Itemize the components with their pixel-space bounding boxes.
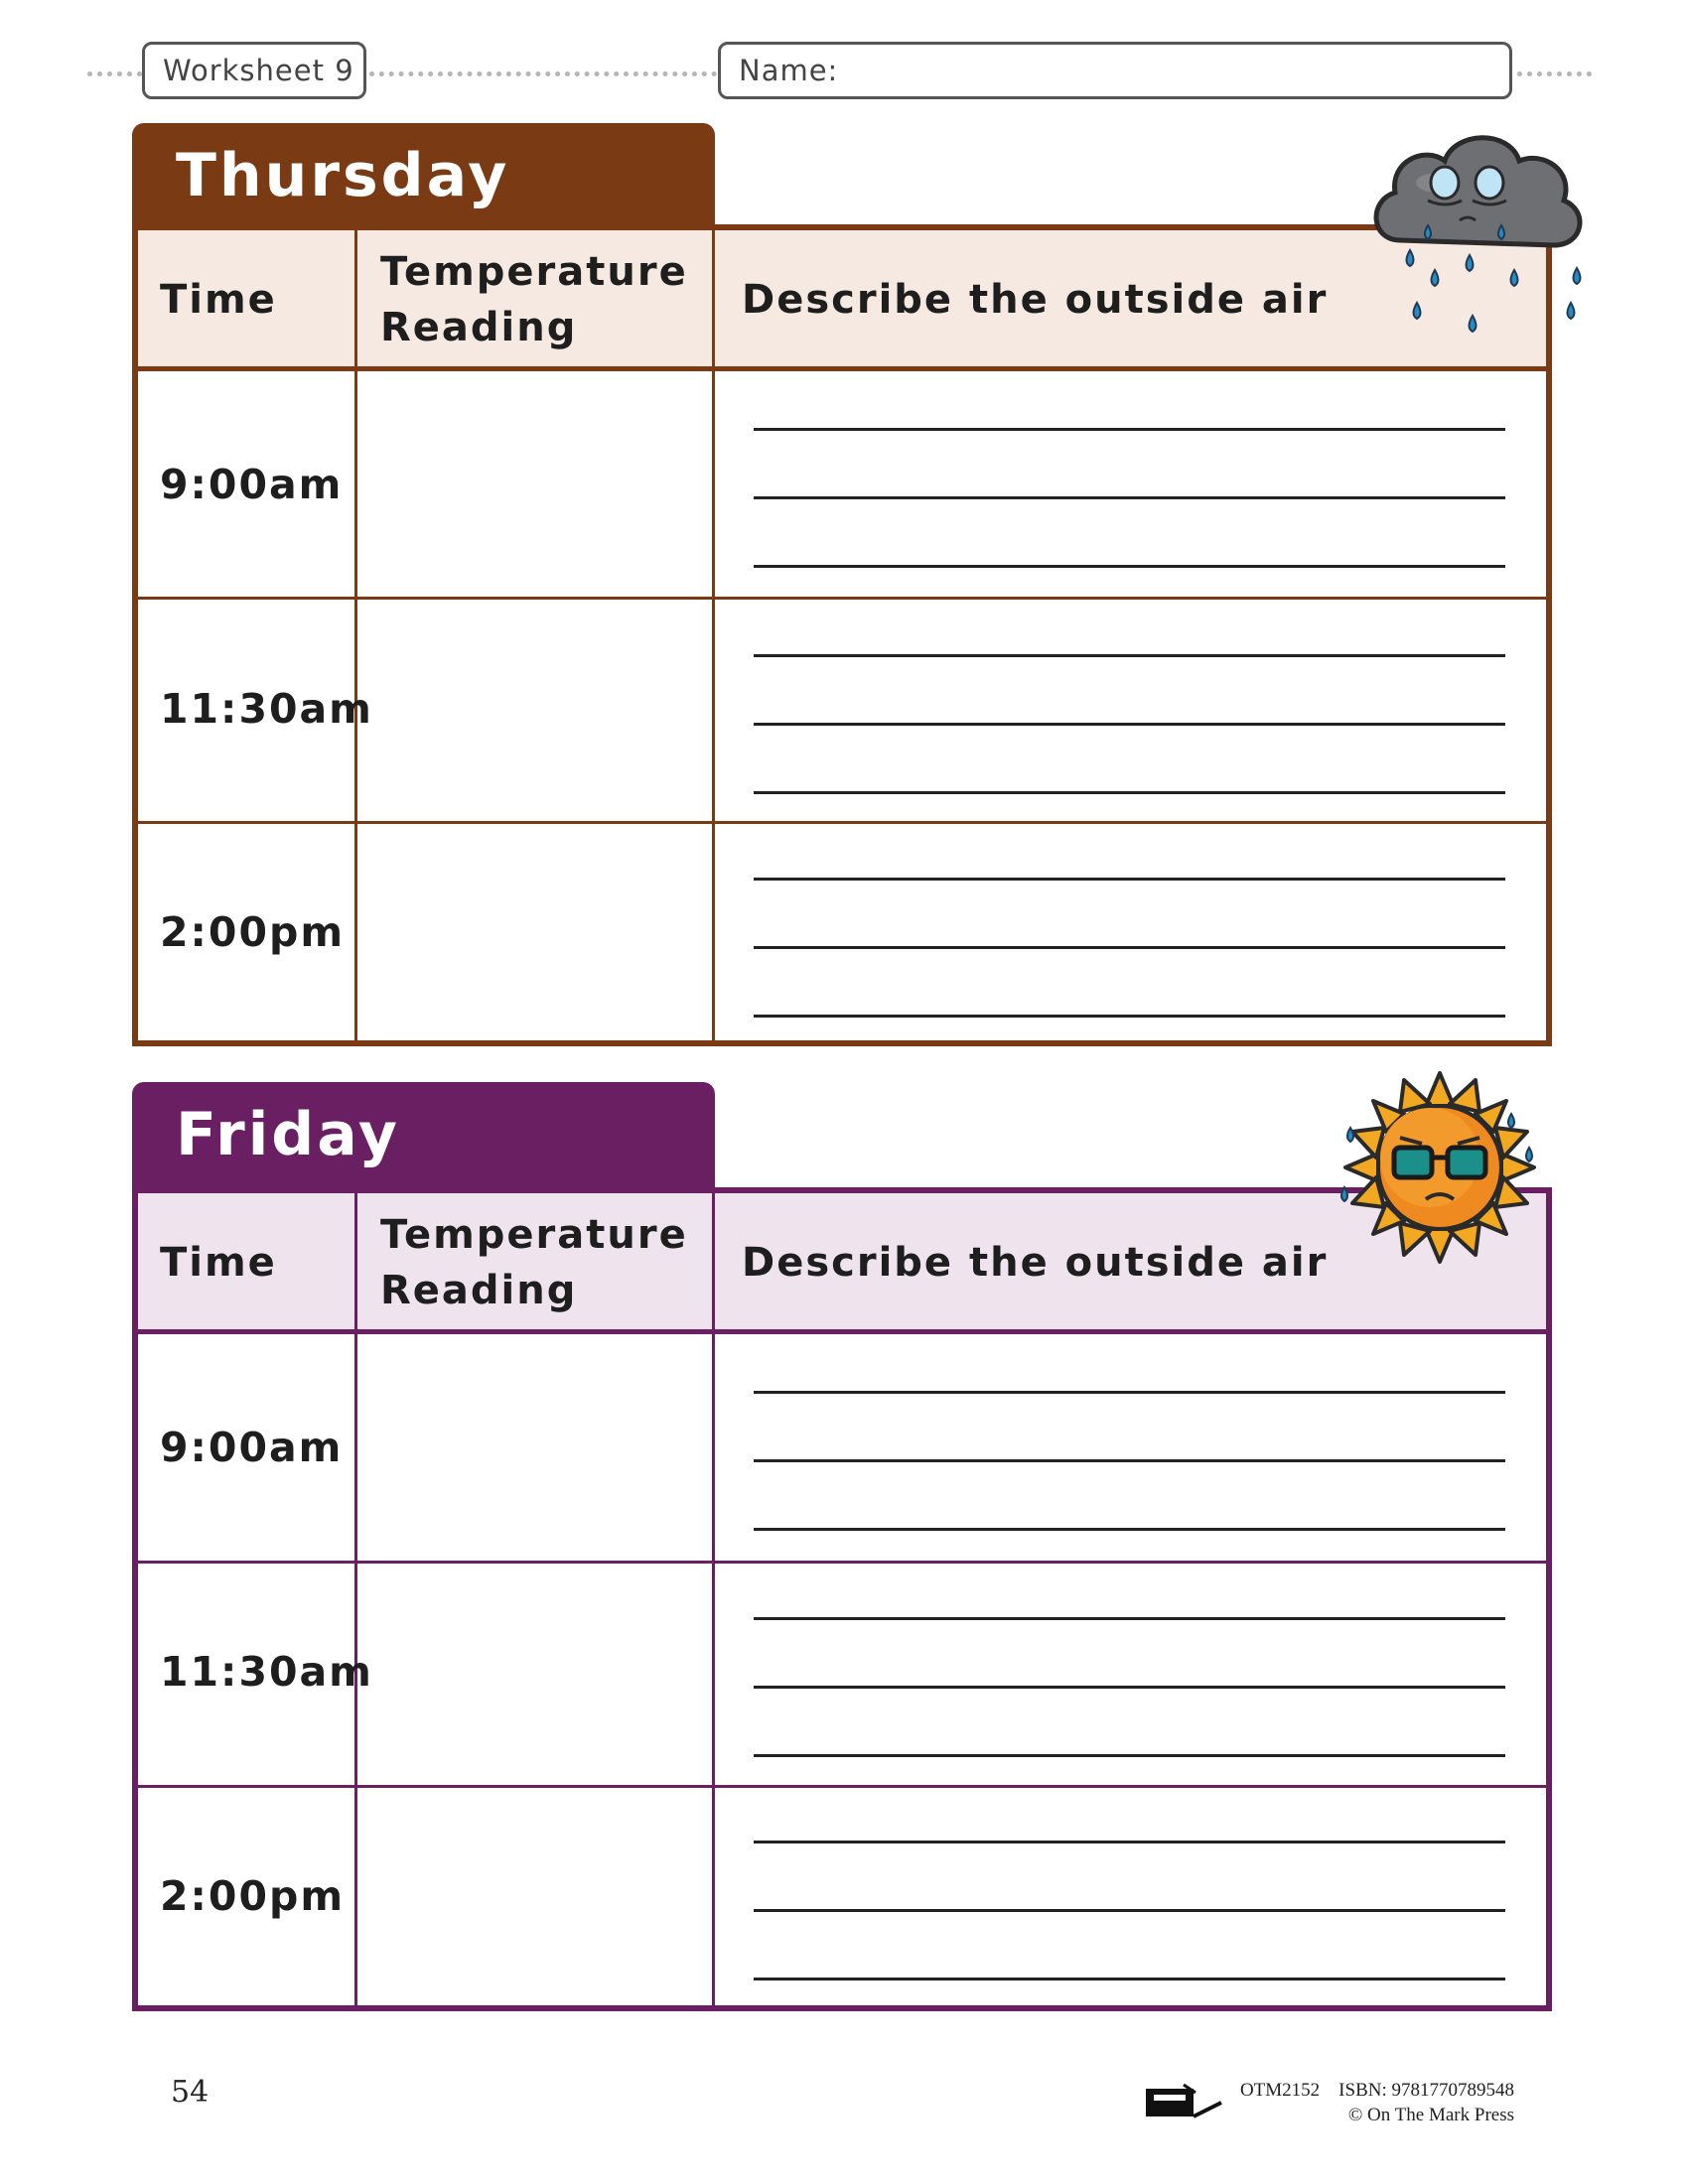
thursday-col-describe: Describe the outside air [742, 277, 1329, 323]
thursday-row-divider [138, 597, 1546, 600]
header-dots-left [87, 71, 142, 76]
name-field[interactable]: Name: [718, 42, 1512, 99]
friday-col-divider [712, 1193, 715, 2005]
thursday-col-temp-2: Reading [380, 305, 578, 350]
friday-col-temp-1: Temperature [380, 1212, 688, 1258]
thursday-row-divider [138, 366, 1546, 371]
thursday-answer-line[interactable] [754, 1015, 1505, 1018]
thursday-col-divider [712, 230, 715, 1040]
thursday-answer-line[interactable] [754, 791, 1505, 794]
friday-answer-line[interactable] [754, 1841, 1505, 1843]
thursday-row-divider [138, 821, 1546, 824]
friday-row-divider [138, 1785, 1546, 1788]
friday-row-divider [138, 1329, 1546, 1334]
thursday-col-temp-1: Temperature [380, 249, 688, 295]
friday-tab: Friday [132, 1082, 715, 1189]
thursday-time-3: 2:00pm [160, 908, 346, 956]
friday-answer-line[interactable] [754, 1459, 1505, 1462]
friday-col-temp-2: Reading [380, 1268, 578, 1313]
friday-time-2: 11:30am [160, 1648, 373, 1696]
page-number: 54 [171, 2075, 210, 2110]
hot-sun-icon [1331, 1070, 1551, 1269]
friday-time-1: 9:00am [160, 1424, 344, 1471]
friday-answer-line[interactable] [754, 1754, 1505, 1757]
thursday-answer-line[interactable] [754, 496, 1505, 499]
footer-copyright: © On The Mark Press [1347, 2105, 1514, 2125]
rain-cloud-icon [1360, 121, 1594, 335]
thursday-table [132, 224, 1552, 1046]
friday-table [132, 1187, 1552, 2011]
friday-answer-line[interactable] [754, 1391, 1505, 1394]
friday-row-divider [138, 1561, 1546, 1564]
thursday-answer-line[interactable] [754, 428, 1505, 431]
friday-col-time: Time [160, 1240, 277, 1286]
header-dots-middle [369, 71, 717, 76]
publisher-logo-icon [1144, 2081, 1223, 2120]
thursday-answer-line[interactable] [754, 946, 1505, 949]
thursday-col-time: Time [160, 277, 277, 323]
friday-answer-line[interactable] [754, 1909, 1505, 1912]
header-dots-right [1517, 71, 1592, 76]
thursday-time-1: 9:00am [160, 461, 344, 508]
friday-col-divider [354, 1193, 357, 2005]
thursday-answer-line[interactable] [754, 565, 1505, 568]
friday-col-describe: Describe the outside air [742, 1240, 1329, 1286]
friday-answer-line[interactable] [754, 1978, 1505, 1980]
thursday-time-2: 11:30am [160, 685, 373, 733]
thursday-tab: Thursday [132, 123, 715, 230]
footer-isbn: OTM2152 ISBN: 9781770789548 [1239, 2080, 1514, 2101]
worksheet-label: Worksheet 9 [142, 42, 366, 99]
footer-info [1240, 2078, 1514, 2127]
thursday-col-divider [354, 230, 357, 1040]
friday-answer-line[interactable] [754, 1617, 1505, 1620]
thursday-answer-line[interactable] [754, 878, 1505, 881]
thursday-answer-line[interactable] [754, 654, 1505, 657]
friday-time-3: 2:00pm [160, 1872, 346, 1920]
friday-answer-line[interactable] [754, 1528, 1505, 1531]
thursday-answer-line[interactable] [754, 723, 1505, 726]
friday-answer-line[interactable] [754, 1686, 1505, 1689]
